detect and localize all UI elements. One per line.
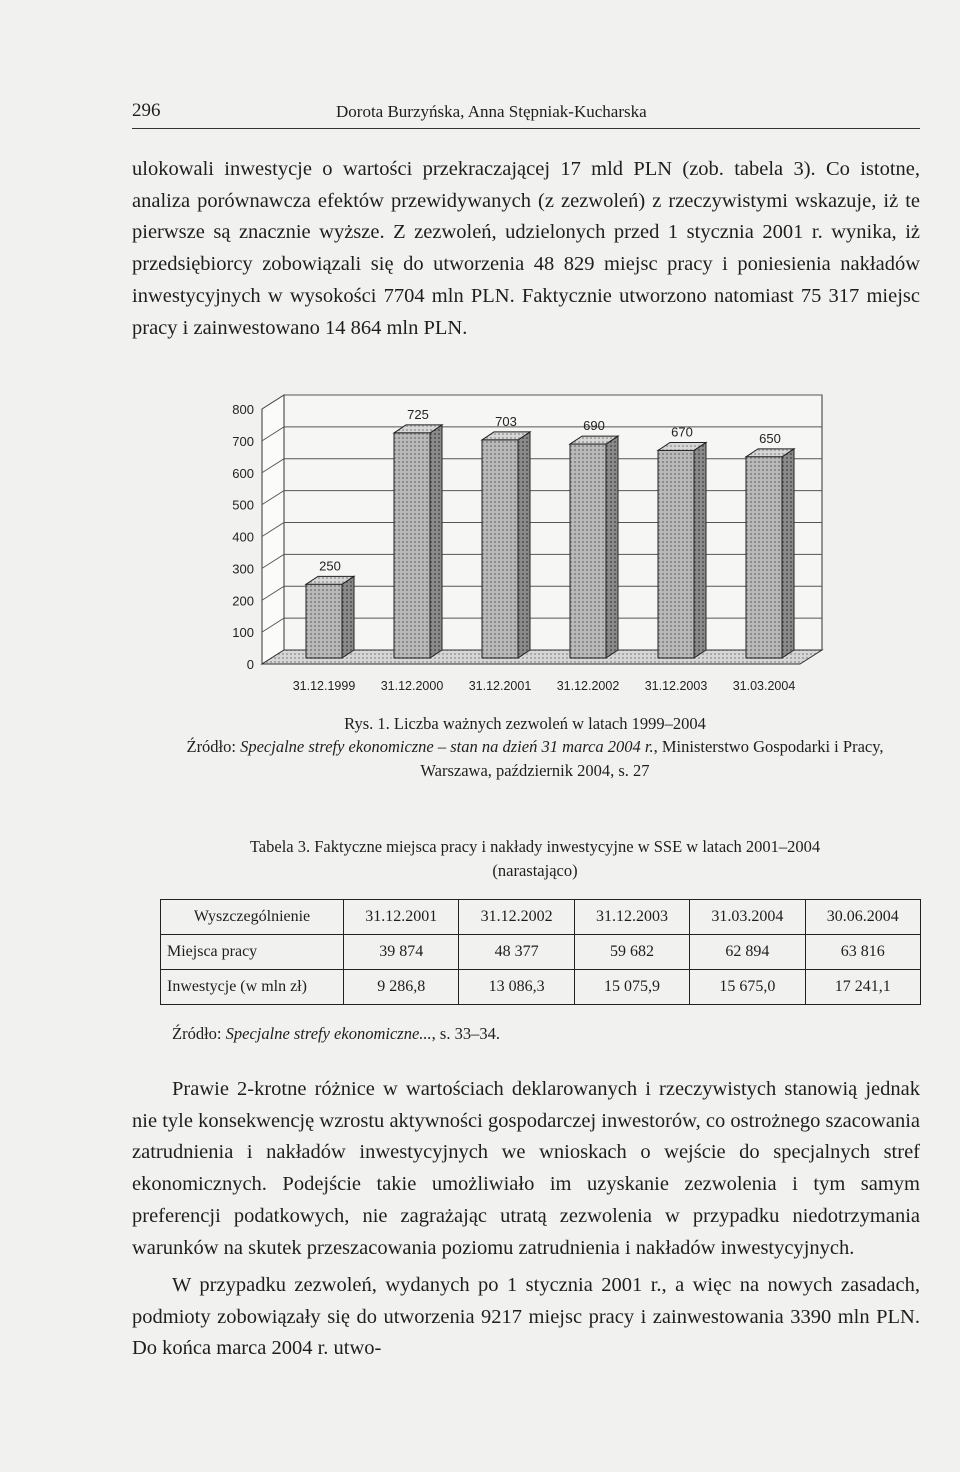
table-header-cell: 31.03.2004 [690,900,805,935]
y-tick-label: 500 [232,497,254,513]
y-tick-label: 0 [246,657,254,672]
bar [482,440,518,658]
y-tick-label: 200 [232,593,254,609]
table-source [172,1024,500,1044]
page-number: 296 [132,100,161,121]
bar-side [782,449,794,658]
table-row-label: Miejsca pracy [161,935,344,970]
data-label: 725 [407,406,429,422]
table-header-cell: 31.12.2003 [574,900,689,935]
figure-source-prefix: Źródło: [186,737,241,756]
y-tick-label: 800 [232,402,254,417]
data-label: 250 [319,558,341,574]
bar-side [606,436,618,658]
table-subtitle: (narastająco) [492,861,578,880]
table-header-cell: Wyszczególnienie [161,900,344,935]
table-cell: 9 286,8 [344,970,459,1005]
x-tick-label: 31.12.2001 [468,679,532,693]
x-tick-label: 31.12.1999 [292,679,356,693]
body-paragraph-2: W przypadku zezwoleń, wydanych po 1 stycznia 2001 r., a więc na nowych zasadach, podmioty zobowiązały się do utworzenia 9217 miejsc pracy i zainwestowania 3390 mln PLN. Do końca marca 2004 r. utwo- [132,1274,920,1360]
data-label: 650 [759,430,781,446]
data-label: 703 [495,413,517,429]
table-header-cell: 31.12.2001 [344,900,459,935]
table-header-row [161,900,921,935]
table-header-cell: 30.06.2004 [805,900,920,935]
table-source-rest: , s. 33–34. [431,1024,500,1043]
figure-source-title: Specjalne strefy ekonomiczne – stan na dzień 31 marca 2004 r. [240,737,654,756]
bar [394,433,430,658]
table-cell: 63 816 [805,935,920,970]
data-label: 690 [583,418,605,434]
table-cell: 15 075,9 [574,970,689,1005]
bar-side [518,432,530,658]
x-tick-label: 31.12.2000 [380,679,444,693]
x-tick-label: 31.12.2002 [556,679,620,693]
table-cell: 59 682 [574,935,689,970]
figure-source [130,735,920,783]
table-source-prefix: Źródło: [172,1024,226,1043]
table-cell: 62 894 [690,935,805,970]
bar [746,457,782,658]
y-tick-label: 700 [232,433,254,449]
table-row [161,970,921,1005]
x-tick-label: 31.12.2003 [644,679,708,693]
y-tick-label: 400 [232,529,254,545]
y-tick-label: 600 [232,465,254,481]
bar [570,444,606,658]
x-tick-label: 31.03.2004 [732,679,796,693]
table-source-title: Specjalne strefy ekonomiczne... [225,1024,432,1043]
table-cell: 17 241,1 [805,970,920,1005]
bar-side [342,576,354,658]
table-cell: 39 874 [344,935,459,970]
table-title: Tabela 3. Faktyczne miejsca pracy i nakłady inwestycyjne w SSE w latach 2001–2004 [249,837,821,856]
bar-side [430,425,442,658]
y-tick-label: 300 [232,561,254,577]
body-paragraph-1: Prawie 2-krotne różnice w wartościach deklarowanych i rzeczywistych stanowią jednak nie tyle konsekwencję wzrostu aktywności gospodarczej inwestorów, co ostrożnego szacowania zatrudnienia i nakładów inwestycyjnych we wnioskach o wejście do specjalnych stref ekonomicznych. Podejście takie umożliwiało im uzyskanie zezwolenia i tym samym preferencji podatkowych, nie zagrażając utratą zezwolenia w przypadku niedotrzymania warunków na skutek przeszacowania poziomu zatrudnienia i nakładów inwestycyjnych. [132,1078,920,1259]
intro-paragraph: ulokowali inwestycje o wartości przekraczającej 17 mld PLN (zob. tabela 3). Co istotne, analiza porównawcza efektów przewidywanych (z zezwoleń) z rzeczywistymi wskazuje, iż te pierwsze są znacznie wyższe. Z zezwoleń, udzielonych przed 1 stycznia 2001 r. wynika, iż przedsiębiorcy zobowiązali się do utworzenia 48 829 miejsc pracy i poniesienia nakładów inwestycyjnych w wysokości 7704 mln PLN. Faktycznie utworzono natomiast 75 317 miejsc pracy i zainwestowano 14 864 mln PLN. [132,158,920,339]
bar [658,450,694,658]
bar [306,584,342,658]
table-cell: 48 377 [459,935,574,970]
table-header-cell: 31.12.2002 [459,900,574,935]
table-row-label: Inwestycje (w mln zł) [161,970,344,1005]
y-tick-label: 100 [232,625,254,641]
table-cell: 15 675,0 [690,970,805,1005]
table-cell: 13 086,3 [459,970,574,1005]
data-label: 670 [671,424,693,440]
figure-caption: Rys. 1. Liczba ważnych zezwoleń w latach 1999–2004 [344,714,706,733]
bar-chart [210,385,840,705]
page-header [132,100,920,129]
table-row [161,935,921,970]
bar-side [694,442,706,658]
figure-source-rest: , Ministerstwo Gospodarki i Pracy, Warszawa, październik 2004, s. 27 [420,737,884,780]
running-head: Dorota Burzyńska, Anna Stępniak-Kucharska [336,102,647,121]
data-table [160,899,921,1005]
